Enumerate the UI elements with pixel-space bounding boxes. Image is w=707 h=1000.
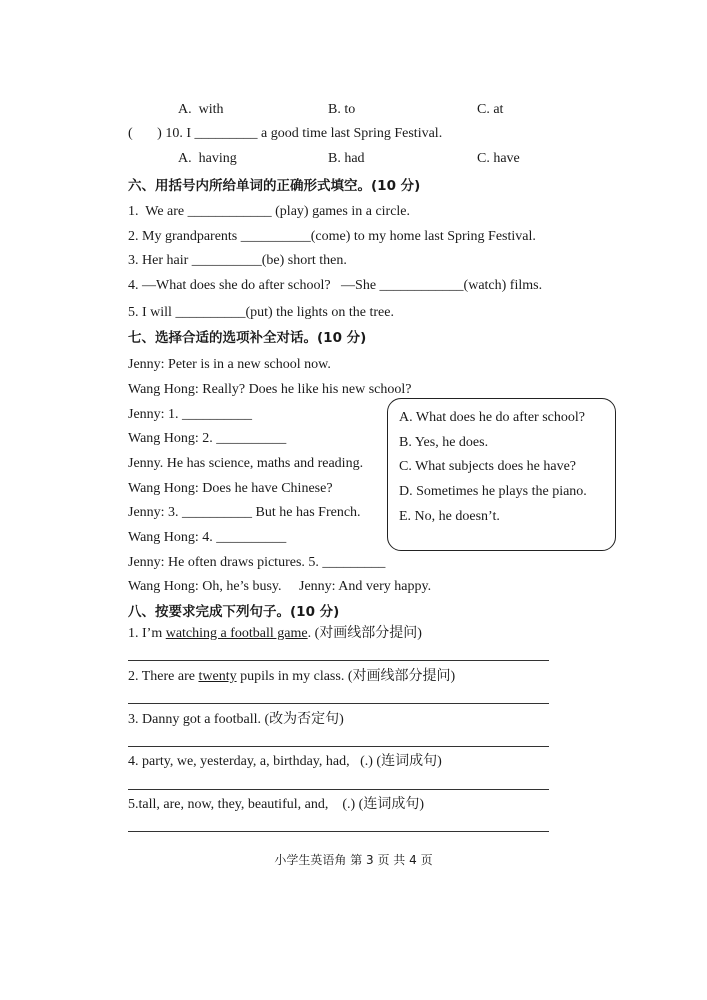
option-d: D. Sometimes he plays the piano. [399,484,587,499]
q2-instruction: pupils in my class. (对画线部分提问) [236,669,456,684]
option-c: C. What subjects does he have? [399,459,577,474]
dialogue-line: Jenny: 3. __________ But he has French. [128,505,361,520]
section8-q5: 5.tall, are, now, they, beautiful, and, (.) (连词成句) [128,797,424,812]
q9-option-c: C. at [477,102,504,117]
dialogue-line: Wang Hong: 4. __________ [128,530,287,545]
answer-line-4 [128,789,549,790]
option-b: B. Yes, he does. [399,435,489,450]
answer-line-5 [128,831,549,832]
section6-item-2: 2. My grandparents __________(come) to my home last Spring Festival. [128,229,536,244]
section8-q2 [128,668,455,686]
dialogue-line: Jenny: 1. __________ [128,407,253,422]
answer-line-1 [128,660,549,661]
q10-option-b: B. had [328,151,365,166]
q9-option-b: B. to [328,102,356,117]
section6-item-4: 4. —What does she do after school? —She ____________(watch) films. [128,278,543,293]
q10-option-a: A. having [178,151,237,166]
option-e: E. No, he doesn’t. [399,509,500,524]
q2-underlined-word: twenty [198,669,237,684]
q2-prefix: 2. There are [128,669,199,684]
q10-stem: ( ) 10. I _________ a good time last Spring Festival. [128,126,443,141]
dialogue-line: Jenny: He often draws pictures. 5. _________ [128,555,386,570]
page-footer: 小学生英语角 第 3 页 共 4 页 [274,853,433,867]
dialogue-line: Wang Hong: Oh, he’s busy. Jenny: And very happy. [128,579,432,594]
section8-q4: 4. party, we, yesterday, a, birthday, had, (.) (连词成句) [128,754,442,769]
section6-item-3: 3. Her hair __________(be) short then. [128,253,347,268]
dialogue-line: Jenny: Peter is in a new school now. [128,357,331,372]
section6-item-5: 5. I will __________(put) the lights on the tree. [128,305,394,320]
dialogue-line: Wang Hong: Does he have Chinese? [128,481,333,496]
dialogue-line: Wang Hong: Really? Does he like his new school? [128,382,412,397]
answer-line-2 [128,703,549,704]
q1-prefix: 1. I’m [128,626,166,641]
dialogue-line: Wang Hong: 2. __________ [128,431,287,446]
q9-option-a: A. with [178,102,224,117]
section8-heading: 八、按要求完成下列句子。(10 分) [128,604,340,620]
dialogue-line: Jenny. He has science, maths and reading. [128,456,364,471]
q10-option-c: C. have [477,151,520,166]
section6-heading: 六、用括号内所给单词的正确形式填空。(10 分) [128,178,421,194]
q1-instruction: . (对画线部分提问) [307,626,422,641]
section7-heading: 七、选择合适的选项补全对话。(10 分) [128,330,367,346]
q1-underlined-phrase: watching a football game [165,626,308,641]
option-a: A. What does he do after school? [399,410,585,425]
section8-q3: 3. Danny got a football. (改为否定句) [128,712,344,727]
section8-q1 [128,625,422,643]
section6-item-1: 1. We are ____________ (play) games in a circle. [128,204,411,219]
answer-line-3 [128,746,549,747]
